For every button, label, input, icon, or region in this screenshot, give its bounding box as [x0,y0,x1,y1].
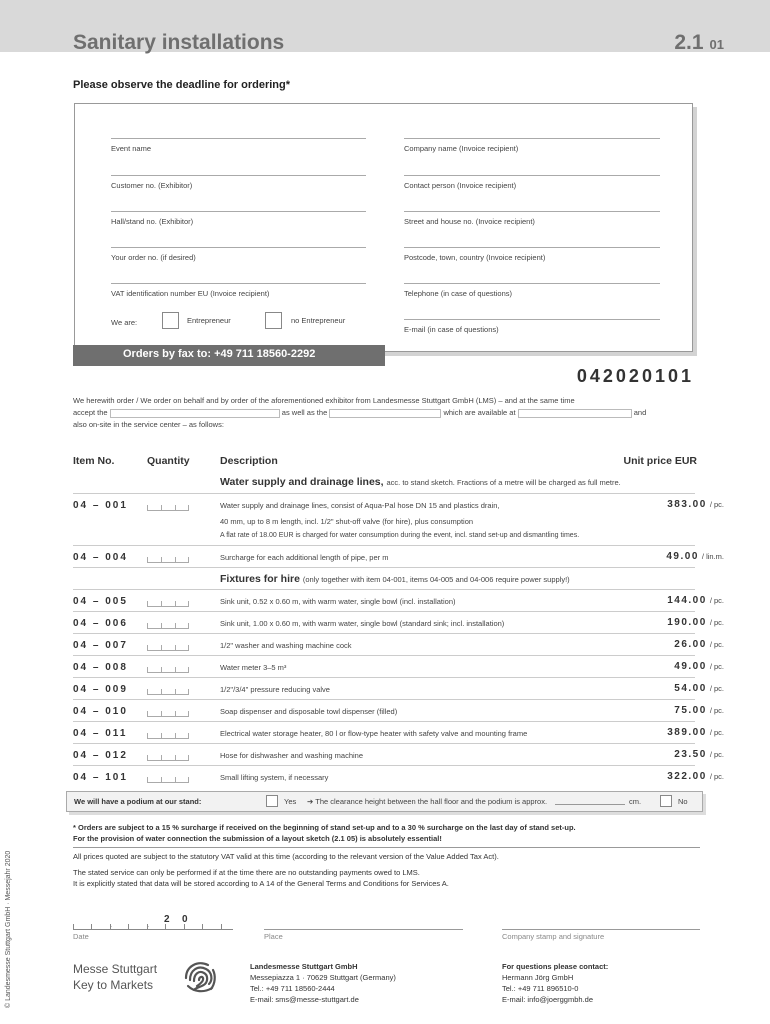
contact-person-field[interactable]: Contact person (Invoice recipient) [404,175,660,190]
item-description: 1/2" washer and washing machine cock [220,641,352,650]
item-description: Small lifting system, if necessary [220,773,329,782]
signature-input[interactable] [502,929,700,930]
item-description: Water supply and drainage lines, consist of Aqua-Pal hose DN 15 and plastics drain, [220,501,500,510]
lms-phone: Tel.: +49 711 18560-2444 [250,984,335,993]
telephone-field[interactable]: Telephone (in case of questions) [404,283,660,298]
lms-address [250,961,396,1005]
date-input[interactable]: . . 2 0 [73,918,238,930]
price-value: 23.50 [674,749,707,760]
podium-cm-label: cm. [629,797,642,806]
location-field[interactable] [518,409,632,418]
row-divider [73,721,695,722]
section-fixtures-name: Fixtures for hire [220,573,300,585]
podium-clearance-note: ➔ The clearance height between the hall floor and the podium is approx. [307,797,548,806]
podium-no-checkbox[interactable] [660,795,672,807]
price-value: 26.00 [674,639,707,650]
item-note: A flat rate of 18.00 EUR is charged for water consumption during the event, incl. stand set-up and dismantling times. [220,532,580,539]
customer-form [74,103,693,352]
quantity-input[interactable] [147,776,189,783]
document-field-2[interactable] [329,409,441,418]
price-value: 54.00 [674,683,707,694]
intro-line-3: also on-site in the service center – as follows: [73,420,224,429]
item-number: 04 – 012 [73,750,128,761]
logo-tagline: Key to Markets [73,978,154,992]
no-entrepreneur-checkbox[interactable] [265,312,282,329]
price-value: 383.00 [667,499,707,510]
section-water-supply-name: Water supply and drainage lines, [220,476,384,488]
item-price [674,683,724,694]
date-year-digit-2: 0 [182,914,188,925]
lms-street: Messepiazza 1 · 70629 Stuttgart (Germany) [250,973,396,982]
logo-name: Messe Stuttgart [73,962,158,976]
price-value: 190.00 [667,617,707,628]
postcode-field[interactable]: Postcode, town, country (Invoice recipient) [404,247,660,262]
item-number: 04 – 101 [73,772,128,783]
lms-name: Landesmesse Stuttgart GmbH [250,962,358,971]
quantity-input[interactable] [147,666,189,673]
event-name-field[interactable]: Event name [111,138,366,153]
price-value: 144.00 [667,595,707,606]
item-description: Sink unit, 0.52 x 0.60 m, with warm water, single bowl (incl. installation) [220,597,456,606]
item-number: 04 – 005 [73,596,128,607]
row-divider [73,677,695,678]
podium-no-label: No [678,797,688,806]
item-price [667,617,724,628]
section-fixtures-note: (only together with item 04-001, items 04-005 and 04-006 require power supply!) [302,575,570,584]
quantity-input[interactable] [147,622,189,629]
clearance-height-input[interactable] [555,796,625,805]
payment-condition: The stated service can only be performed if at the time there are no outstanding payments owed to LMS. [73,868,420,877]
item-description: Soap dispenser and disposable towl dispenser (filled) [220,707,398,716]
item-number: 04 – 010 [73,706,128,717]
item-price [674,749,724,760]
item-price [674,639,724,650]
item-number: 04 – 011 [73,728,128,739]
quantity-input[interactable] [147,644,189,651]
quantity-input[interactable] [147,504,189,511]
notes-divider [73,847,700,848]
item-number: 04 – 001 [73,500,128,511]
header-description: Description [220,455,278,467]
contact-heading: For questions please contact: [502,962,609,971]
lms-email: E-mail: sms@messe-stuttgart.de [250,995,359,1004]
intro-and: and [633,408,647,417]
contact-address [502,961,608,1005]
row-divider [73,545,695,546]
price-unit: / pc. [709,596,724,605]
price-value: 322.00 [667,771,707,782]
vat-id-field[interactable]: VAT identification number EU (Invoice recipient) [111,283,366,298]
item-description: Water meter 3–5 m³ [220,663,287,672]
intro-as-well: as well as the [281,408,328,417]
price-unit: / pc. [709,706,724,715]
place-input[interactable] [264,929,463,930]
row-divider [73,655,695,656]
quantity-input[interactable] [147,754,189,761]
row-divider [73,567,695,568]
item-price [674,661,724,672]
price-unit: / pc. [709,662,724,671]
price-value: 75.00 [674,705,707,716]
header-unit-price: Unit price EUR [623,455,697,467]
intro-available: which are available at [443,408,516,417]
row-divider [73,589,695,590]
page-title: Sanitary installations [73,31,285,54]
quantity-input[interactable] [147,688,189,695]
intro-line-2 [73,407,695,419]
item-price [667,499,724,510]
row-divider [73,743,695,744]
email-field[interactable]: E-mail (in case of questions) [404,319,660,334]
price-value: 389.00 [667,727,707,738]
podium-yes-checkbox[interactable] [266,795,278,807]
we-are-label: We are: [111,318,138,327]
intro-line-1: We herewith order / We order on behalf and by order of the aforementioned exhibitor from Landesmesse Stuttgart GmbH (LMS) – and at the same time [73,396,575,405]
contact-company: Hermann Jörg GmbH [502,973,574,982]
item-description: 1/2"/3/4" pressure reducing valve [220,685,330,694]
order-number: 042020101 [576,366,694,386]
price-value: 49.00 [666,551,699,562]
podium-yes-label: Yes [284,797,297,806]
section-fixtures-title [220,573,570,585]
contact-phone: Tel.: +49 711 896510-0 [502,984,579,993]
surcharge-note: * Orders are subject to a 15 % surcharge if received on the beginning of stand set-up and to a 30 % surcharge on the last day of stand set-up. [73,823,576,832]
section-main: 2.1 [674,31,704,54]
section-water-supply-title [220,476,621,488]
item-number: 04 – 006 [73,618,128,629]
row-divider [73,699,695,700]
messe-stuttgart-logo [73,961,157,993]
price-unit: / lin.m. [701,552,724,561]
document-field-1[interactable] [110,409,280,418]
stamp-label: Company stamp and signature [502,932,605,941]
item-price [667,595,724,606]
customer-no-field[interactable]: Customer no. (Exhibitor) [111,175,366,190]
price-unit: / pc. [709,772,724,781]
quantity-input[interactable] [147,732,189,739]
item-price [667,771,724,782]
item-number: 04 – 008 [73,662,128,673]
hall-stand-field[interactable]: Hall/stand no. (Exhibitor) [111,211,366,226]
price-unit: / pc. [709,500,724,509]
price-unit: / pc. [709,684,724,693]
copyright-note: © Landesmesse Stuttgart GmbH · Messejahr 2020 [5,850,12,1008]
no-entrepreneur-label: no Entrepreneur [291,316,346,325]
layout-sketch-note: For the provision of water connection the submission of a layout sketch (2.1 05) is absolutely essential! [73,834,442,843]
fax-banner: Orders by fax to: +49 711 18560-2292 [73,345,385,366]
price-unit: / pc. [709,750,724,759]
price-value: 49.00 [674,661,707,672]
vat-note: All prices quoted are subject to the statutory VAT valid at this time (according to the relevant version of the Value Added Tax Act). [73,852,499,861]
item-price [667,727,724,738]
date-label: Date [73,932,89,941]
header-quantity: Quantity [147,455,190,467]
quantity-input[interactable] [147,600,189,607]
entrepreneur-label: Entrepreneur [187,316,231,325]
item-price [666,551,724,562]
place-label: Place [264,932,283,941]
podium-box [66,791,703,812]
item-number: 04 – 009 [73,684,128,695]
item-description: 40 mm, up to 8 m length, incl. 1/2" shut-off valve (for hire), plus consumption [220,517,474,526]
item-number: 04 – 004 [73,552,128,563]
fingerprint-logo-icon [180,956,220,996]
header-item-no: Item No. [73,455,115,467]
price-unit: / pc. [709,728,724,737]
item-description: Surcharge for each additional length of pipe, per m [220,553,389,562]
contact-email: E-mail: info@joerggmbh.de [502,995,593,1004]
quantity-input[interactable] [147,710,189,717]
item-number: 04 – 007 [73,640,128,651]
quantity-input[interactable] [147,556,189,563]
row-divider [73,633,695,634]
date-year-digit-1: 2 [164,914,170,925]
data-storage-note: It is explicitly stated that data will be stored according to A 14 of the General Terms and Conditions for Services A. [73,879,449,888]
intro-accept: accept the [73,408,108,417]
price-unit: / pc. [709,640,724,649]
row-divider [73,493,695,494]
section-number [674,31,724,55]
order-no-field[interactable]: Your order no. (if desired) [111,247,366,262]
item-description: Electrical water storage heater, 80 l or flow-type heater with safety valve and mounting frame [220,729,528,738]
section-water-supply-note: acc. to stand sketch. Fractions of a metre will be charged as full metre. [386,478,621,487]
company-name-field[interactable]: Company name (Invoice recipient) [404,138,660,153]
deadline-note: Please observe the deadline for ordering* [73,79,291,91]
item-price [674,705,724,716]
row-divider [73,765,695,766]
section-sub: 01 [709,37,724,52]
podium-label: We will have a podium at our stand: [74,797,202,806]
row-divider [73,611,695,612]
street-field[interactable]: Street and house no. (Invoice recipient) [404,211,660,226]
entrepreneur-checkbox[interactable] [162,312,179,329]
item-description: Hose for dishwasher and washing machine [220,751,363,760]
price-unit: / pc. [709,618,724,627]
item-description: Sink unit, 1.00 x 0.60 m, with warm water, single bowl (standard sink; incl. installation) [220,619,505,628]
